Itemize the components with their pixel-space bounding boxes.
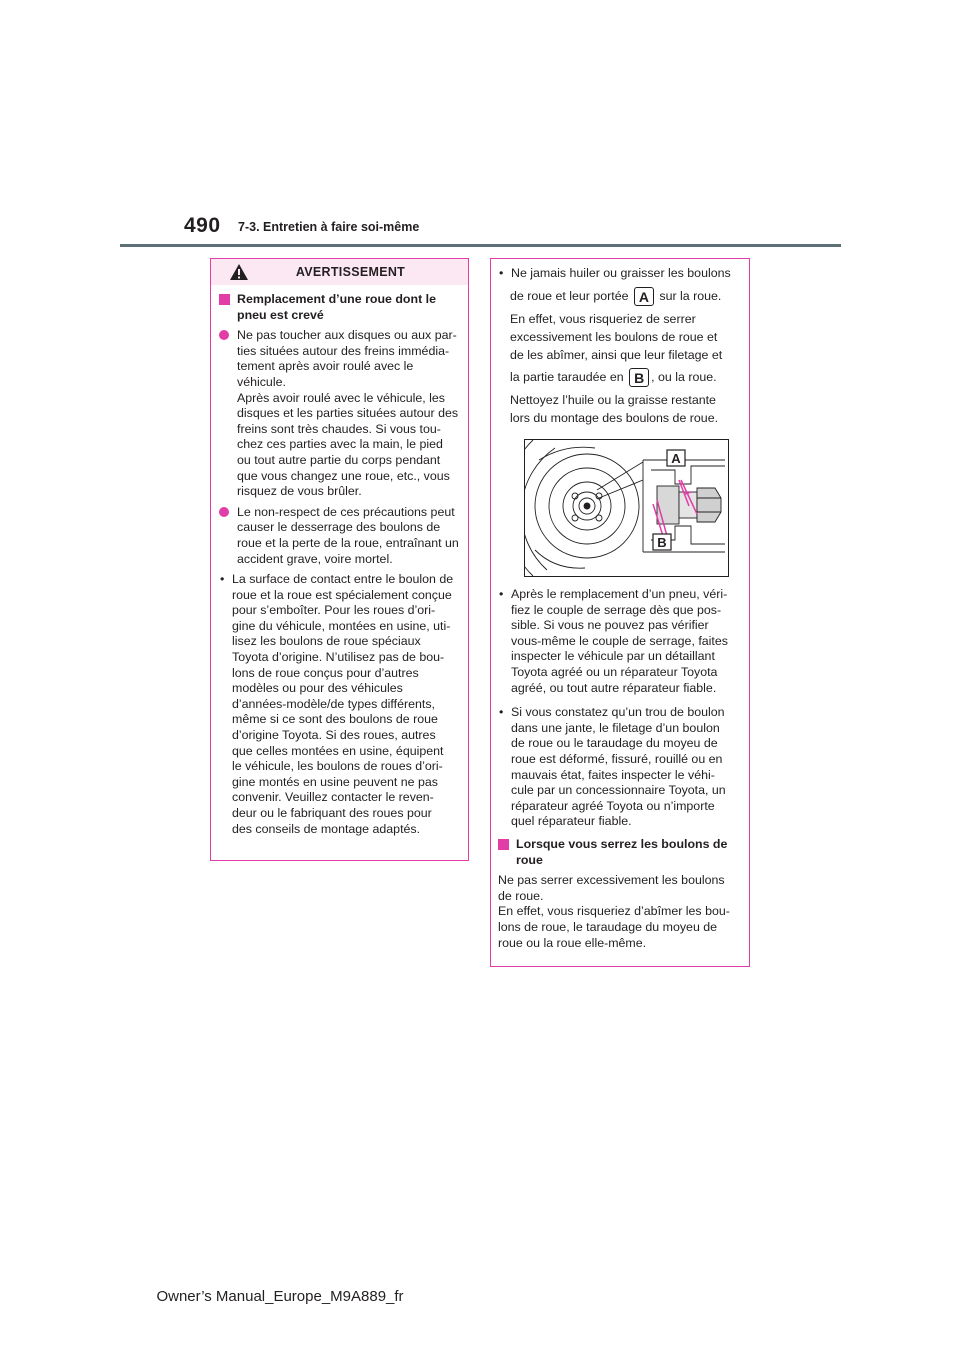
text-line: de les abîmer, ainsi que leur filetage et [510,347,723,362]
label-a-badge: A [634,287,654,306]
warning-title: AVERTISSEMENT [295,265,406,279]
section-heading [498,837,740,868]
warning-box [210,258,469,861]
dot-bullet-icon [219,507,229,517]
figure-label-b: B [657,535,667,551]
bullet-icon: • [220,572,225,587]
list-item [219,572,459,837]
square-bullet-icon [219,294,230,305]
text-fragment: de roue et leur portée [510,288,629,303]
wheel-bolt-illustration [524,439,729,577]
figure-label-a: A [671,451,681,467]
bullet-icon: • [499,266,504,280]
warning-triangle-icon [229,263,249,281]
footer [0,1288,960,1305]
section-heading-text: Lorsque vous serrez les boulons de roue [516,836,728,867]
footer-text: Owner’s Manual_Europe_M9A889_fr [156,1288,404,1305]
text-fragment: la partie taraudée en [510,369,624,384]
text-fragment: , ou la roue. [651,369,717,384]
bullet-continuation [498,286,740,427]
list-item [219,328,459,500]
text-fragment: sur la roue. [659,288,722,303]
text-line [510,367,740,387]
warning-heading-text: Remplacement d’une roue dont le pneu est crevé [237,292,436,322]
list-item-text: Le non-respect de ces précautions peut causer le desserrage des boulons de roue et la perte de la roue, entraînant un accident grave, voire mortel. [237,504,459,566]
text-line: En effet, vous risqueriez de serrer [510,311,696,326]
list-item-text: Après le remplacement d’un pneu, véri- fiez le couple de serrage dès que pos- sible. Si vous ne pouvez pas vérifier vous-même le couple de serrage, faites inspecter le véhicule par un détaillant Toyota agréé ou un réparateur Toyota agréé, ou tout autre réparateur fiable. [511,587,728,695]
caution-continued-box [490,258,750,967]
list-item [498,705,740,830]
list-item [498,266,740,282]
list-item [498,587,740,696]
warning-body [211,285,468,837]
label-b-badge: B [629,368,649,387]
closing-paragraph: Ne pas serrer excessivement les boulons de roue. En effet, vous risqueriez d’abîmer les bou- lons de roue, le taraudage du moyeu de roue ou la roue elle-même. [498,873,730,950]
bullet-icon: • [499,705,504,720]
section-title: 7-3. Entretien à faire soi-même [238,220,420,234]
warning-heading [219,292,459,323]
wheel-hub-drawing [525,440,728,576]
list-item-text: Ne pas toucher aux disques ou aux par- ties situées autour des freins immédia- tement après avoir roulé avec le véhicule. Après avoir roulé avec le véhicule, les disques et les parties situées autour des freins sont très chaudes. Si vous tou- chez ces parties avec la main, le pied ou tout autre partie du corps pendant que vous changez une roue, etc., vous risquez de vous brûler. [237,328,459,499]
text-line: Nettoyez l’huile ou la graisse restante [510,393,716,408]
text-line: excessivement les boulons de roue et [510,329,718,344]
square-bullet-icon [498,839,509,850]
text-line: lors du montage des boulons de roue. [510,411,719,426]
warning-header [211,259,468,285]
page-number: 490 [184,214,221,237]
caution-body [491,259,749,951]
list-item-text: La surface de contact entre le boulon de roue et la roue est spécialement conçue pour s’emboîter. Pour les roues d’ori- gine du véhicule, montées en usine, uti- lisez les boulons de roue spéciaux Toyota d’origine. N’utilisez pas de bou- lons de roue conçus pour d’autres modèles ou pour des véhicules d’années-modèle/de types différents, même si ce sont des boulons de roue d’origine Toyota. Si des roues, autres que celles montées en usine, équipent le véhicule, les boulons de roues d’ori- gine montés en usine peuvent ne pas convenir. Veuillez contacter le reven- deur ou le fabriquant des roues pour des conseils de montage adaptés. [232,572,454,836]
list-item-text: Si vous constatez qu’un trou de boulon dans une jante, le filetage d’un boulon de roue ou le taraudage du moyeu de roue est déformé, fissuré, rouillé ou en mauvais état, faites inspecter le véhi- cule par un concessionnaire Toyota, un réparateur agréé Toyota ou n’importe quel réparateur fiable. [511,705,726,829]
dot-bullet-icon [219,330,229,340]
list-item [219,505,459,567]
bullet-icon: • [499,587,504,602]
list-item-text: Ne jamais huiler ou graisser les boulons [511,266,731,280]
header-rule [120,244,841,247]
text-line [510,286,740,306]
